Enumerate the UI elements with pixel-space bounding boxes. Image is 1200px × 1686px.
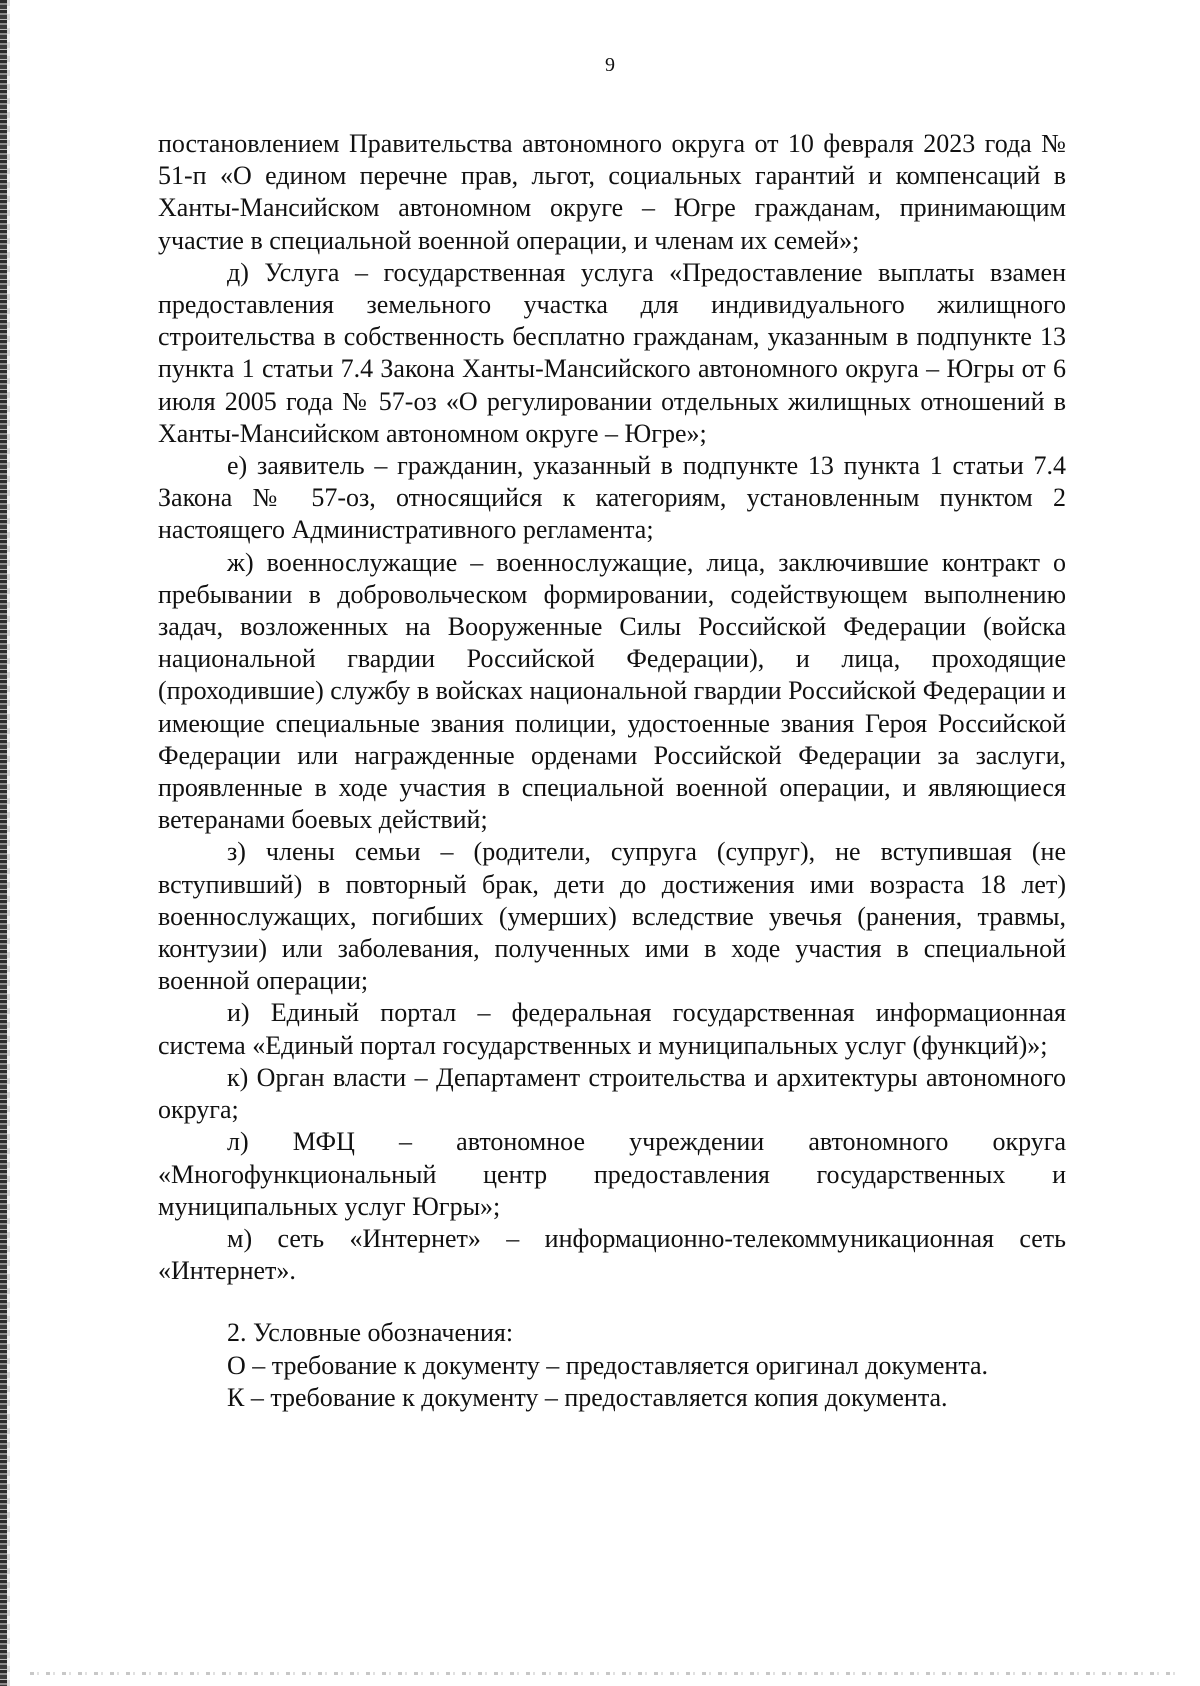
definition-d-service: д) Услуга – государственная услуга «Предоставление выплаты взамен предоставления земельного участка для индивидуального жилищного строительства в собственность бесплатно гражданам, указанным в подпункте 13 пункта 1 статьи 7.4 Закона Ханты-Мансийского автономного округа – Югры от 6 июля 2005 года № 57-оз «О регулировании отдельных жилищных отношений в Ханты-Мансийском автономном округе – Югре»; (158, 257, 1066, 448)
definition-zh-servicemen: ж) военнослужащие – военнослужащие, лица, заключившие контракт о пребывании в добровольческом формировании, содействующем выполнению задач, возложенных на Вооруженные Силы Российской Федерации (войска национальной гвардии Российской Федерации), и лица, проходящие (проходившие) службу в войсках национальной гвардии Российской Федерации и имеющие специальные звания полиции, удостоенные звания Героя Российской Федерации или награжденные орденами Российской Федерации за заслуги, проявленные в ходе участия в специальной военной операции, и являющиеся ветеранами боевых действий; (158, 547, 1066, 835)
page-number: 9 (605, 54, 615, 76)
definition-l-mfc: л) МФЦ – автономное учреждении автономного округа «Многофункциональный центр предоставления государственных и муниципальных услуг Югры»; (158, 1127, 1066, 1221)
legend-copy: К – требование к документу – предоставляется копия документа. (227, 1382, 948, 1412)
legend-original: О – требование к документу – предоставляется оригинал документа. (227, 1350, 989, 1380)
scan-edge-artifact (0, 0, 7, 1686)
paragraph-continuation: постановлением Правительства автономного округа от 10 февраля 2023 года № 51-п «О едином перечне прав, льгот, социальных гарантий и компенсаций в Ханты-Мансийском автономном округе – Югре гражданам, принимающим участие в специальной военной операции, и членам их семей»; (158, 129, 1066, 255)
definition-m-internet: м) сеть «Интернет» – информационно-телекоммуникационная сеть «Интернет». (158, 1223, 1066, 1286)
document-body (158, 128, 1066, 1414)
definition-k-authority: к) Орган власти – Департамент строительства и архитектуры автономного округа; (158, 1062, 1066, 1125)
definition-i-unified-portal: и) Единый портал – федеральная государственная информационная система «Единый портал государственных и муниципальных услуг (функций)»; (158, 998, 1066, 1060)
definition-e-applicant: е) заявитель – гражданин, указанный в подпункте 13 пункта 1 статьи 7.4 Закона № 57-оз, относящийся к категориям, установленным пунктом 2 настоящего Административного регламента; (158, 451, 1066, 545)
definition-z-family-members: з) члены семьи – (родители, супруга (супруг), не вступившая (не вступивший) в повторный брак, дети до достижения ими возраста 18 лет) военнослужащих, погибших (умерших) вследствие увечья (ранения, травмы, контузии) или заболевания, полученных ими в ходе участия в специальной военной операции; (158, 837, 1066, 996)
scan-bottom-artifact (30, 1672, 1180, 1675)
section-spacer (158, 1287, 1066, 1317)
section-heading-legend: 2. Условные обозначения: (227, 1318, 514, 1348)
scan-edge-shadow (7, 0, 10, 1686)
